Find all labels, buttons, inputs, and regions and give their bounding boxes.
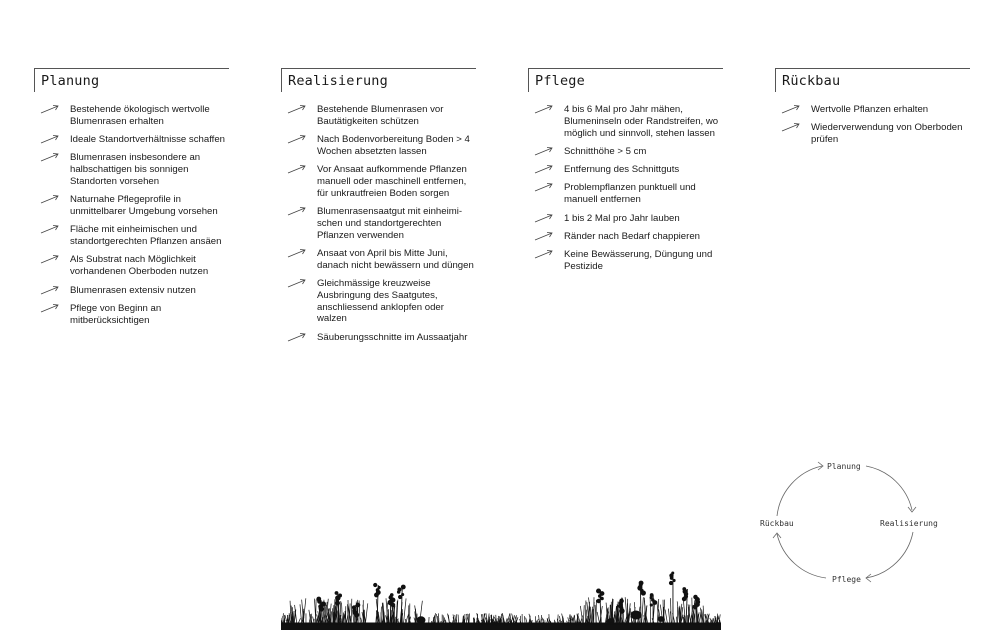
- arrow-up-right-icon: [287, 206, 307, 216]
- cycle-label-realisierung: Realisierung: [880, 519, 938, 528]
- list-item: [775, 104, 970, 116]
- arc-top-right: [866, 466, 912, 510]
- item-text: Problempflanzen punktuell und manuell entfernen: [564, 182, 696, 206]
- column-planung: [34, 68, 229, 333]
- item-list: [281, 104, 476, 344]
- arrow-up-right-icon: [287, 248, 307, 258]
- item-text: 1 bis 2 Mal pro Jahr lauben: [564, 212, 680, 224]
- arrow-up-right-icon: [40, 254, 60, 264]
- item-text: Entfernung des Schnittguts: [564, 164, 680, 176]
- arrow-up-right-icon: [534, 182, 554, 192]
- item-text: Pflege von Beginn an mitberücksichtigen: [70, 302, 162, 326]
- arrow-up-right-icon: [287, 164, 307, 174]
- list-item: [528, 213, 723, 225]
- column-title: Planung: [34, 68, 229, 92]
- column-realisierung: [281, 68, 476, 350]
- arrow-up-right-icon: [534, 213, 554, 223]
- item-text: Fläche mit einheimischen und standortgerechten Pflanzen ansäen: [70, 224, 222, 248]
- item-text: 4 bis 6 Mal pro Jahr mähen, Blumeninseln oder Randstreifen, wo möglich und sinnvoll, stehen lassen: [564, 104, 719, 139]
- arrow-up-right-icon: [40, 194, 60, 204]
- arrow-up-right-icon: [534, 231, 554, 241]
- list-item: [281, 134, 476, 158]
- item-list: [34, 104, 229, 326]
- item-text: Als Substrat nach Möglichkeit vorhandenen Oberboden nutzen: [70, 254, 209, 278]
- item-text: Keine Bewässerung, Düngung und Pestizide: [564, 249, 713, 272]
- list-item: [281, 248, 476, 272]
- column-title: Rückbau: [775, 68, 970, 92]
- arrow-up-right-icon: [534, 104, 554, 114]
- arrow-up-right-icon: [40, 104, 60, 114]
- cycle-label-rueckbau: Rückbau: [760, 519, 794, 528]
- item-text: Naturnahe Pflegeprofile in unmittelbarer Umgebung vorsehen: [70, 194, 218, 218]
- column-title: Pflege: [528, 68, 723, 92]
- item-text: Säuberungsschnitte im Aussaatjahr: [317, 331, 468, 343]
- arrow-up-right-icon: [40, 152, 60, 162]
- list-item: [34, 152, 229, 187]
- list-item: [281, 278, 476, 325]
- arrow-up-right-icon: [534, 164, 554, 174]
- list-item: [528, 104, 723, 139]
- arrow-up-right-icon: [781, 104, 801, 114]
- list-item: [34, 303, 229, 327]
- list-item: [528, 164, 723, 176]
- item-text: Blumenrasen insbesondere an halbschattigen bis sonnigen Standorten vorsehen: [70, 152, 201, 187]
- item-text: Wertvolle Pflanzen erhalten: [811, 104, 929, 115]
- arrow-up-right-icon: [287, 332, 307, 342]
- arrow-up-right-icon: [40, 224, 60, 234]
- lifecycle-diagram: [748, 452, 958, 592]
- cycle-label-pflege: Pflege: [832, 575, 861, 584]
- item-text: Ansaat von April bis Mitte Juni, danach nicht bewässern und düngen: [317, 247, 474, 271]
- list-item: [34, 285, 229, 297]
- arrow-up-right-icon: [534, 249, 554, 259]
- arc-right-bottom: [866, 532, 913, 578]
- column-rueckbau: [775, 68, 970, 152]
- arc-left-top: [777, 466, 822, 516]
- column-pflege: [528, 68, 723, 279]
- list-item: [528, 249, 723, 273]
- item-text: Blumenrasen extensiv nutzen: [70, 284, 196, 296]
- list-item: [281, 164, 476, 199]
- arrow-up-right-icon: [534, 146, 554, 156]
- cycle-label-planung: Planung: [827, 462, 861, 471]
- item-text: Vor Ansaat aufkommende Pflanzen manuell oder maschinell entfernen, für unkrautfreien Boden sorgen: [317, 164, 467, 199]
- arrow-up-right-icon: [287, 278, 307, 288]
- item-text: Gleichmässige kreuzweise Ausbringung des Saatgutes, anschliessend anklopfen oder walzen: [317, 278, 444, 325]
- list-item: [528, 231, 723, 243]
- list-item: [281, 104, 476, 128]
- list-item: [34, 254, 229, 278]
- item-text: Nach Bodenvorbereitung Boden > 4 Wochen absetzten lassen: [317, 134, 470, 157]
- list-item: [281, 206, 476, 241]
- item-list: [775, 104, 970, 146]
- list-item: [528, 182, 723, 206]
- list-item: [528, 146, 723, 158]
- item-text: Wiederverwendung von Oberboden prüfen: [811, 122, 963, 146]
- meadow-silhouette-icon: [281, 565, 721, 630]
- list-item: [34, 104, 229, 128]
- item-text: Schnitthöhe > 5 cm: [564, 145, 647, 157]
- list-item: [775, 122, 970, 146]
- list-item: [281, 332, 476, 344]
- column-title: Realisierung: [281, 68, 476, 92]
- item-text: Bestehende ökologisch wertvolle Blumenrasen erhalten: [70, 104, 210, 127]
- arrow-up-right-icon: [40, 303, 60, 313]
- item-text: Blumenrasensaatgut mit einheimi-schen und standortgerechten Pflanzen verwenden: [317, 206, 463, 241]
- arrow-up-right-icon: [287, 104, 307, 114]
- arrow-up-right-icon: [40, 285, 60, 295]
- list-item: [34, 194, 229, 218]
- list-item: [34, 134, 229, 146]
- item-text: Ideale Standortverhältnisse schaffen: [70, 134, 226, 146]
- arrow-up-right-icon: [781, 122, 801, 132]
- item-list: [528, 104, 723, 273]
- item-text: Bestehende Blumenrasen vor Bautätigkeiten schützen: [317, 104, 444, 127]
- arc-bottom-left: [777, 534, 826, 578]
- item-text: Ränder nach Bedarf chappieren: [564, 230, 701, 242]
- list-item: [34, 224, 229, 248]
- arrow-up-right-icon: [40, 134, 60, 144]
- arrow-up-right-icon: [287, 134, 307, 144]
